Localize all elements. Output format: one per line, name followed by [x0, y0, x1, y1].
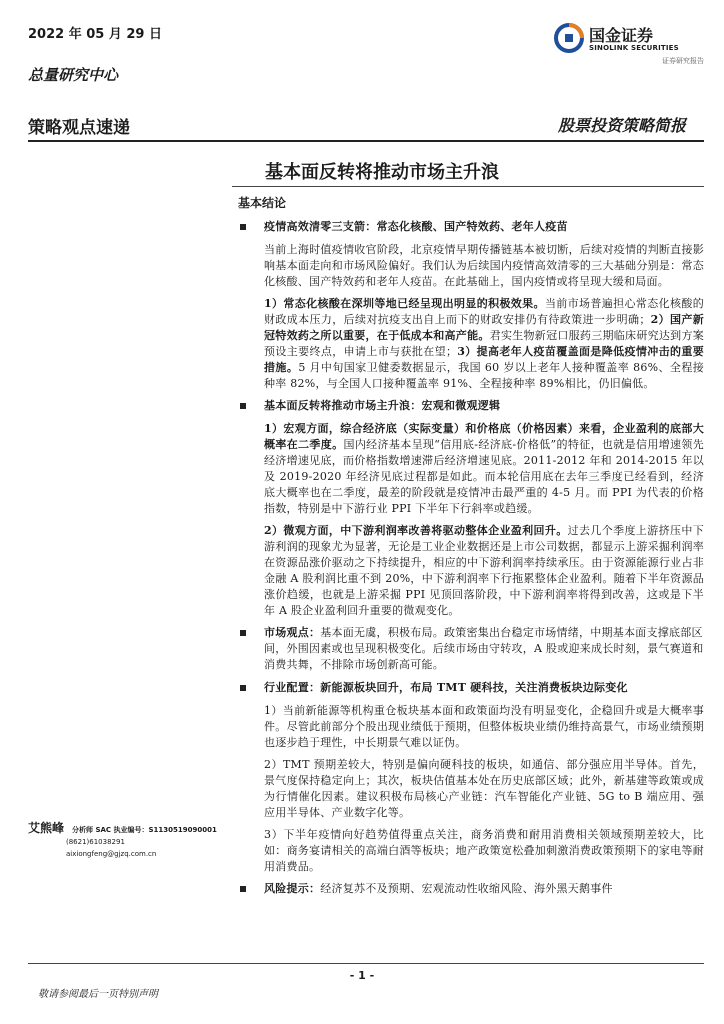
- bullet-heading: [238, 219, 704, 235]
- bullet-heading-text: 市场观点：: [264, 626, 321, 639]
- key-point: 1）宏观方面，综合经济底（实际变量）和价格底（价格因素）来看，企业盈利的底部大概率在二季度。: [264, 422, 704, 451]
- paragraph-text: 过去几个季度上游挤压中下游利润的现象尤为显著，无论是工业企业数据还是上市公司数据，都显示上游采掘利润率在资源品涨价驱动之下持续提升，相应的中下游利润率持续承压。由于资源能源行业占非金融 A 股利润比重不到 20%，中下游利润率下行拖累整体企业盈利。随着下半年资源品涨价趋缓，也就是上游采掘 PPI 见顶回落阶段，中下游利润率将得到改善，这或是下半年 A 股企业盈利回升重要的微观变化。: [264, 524, 705, 617]
- bullet-inline-text: 基本面无虞，积极布局。政策密集出台稳定市场情绪，中期基本面支撑底部区间，外围因素或也呈现积极变化。后续市场由守转攻，A 股或迎来成长时刻，景气赛道和消费共舞，不排除市场创新高可能。: [264, 626, 704, 671]
- paragraph: 3）下半年疫情向好趋势值得重点关注，商务消费和耐用消费相关领域预期差较大，比如：商务宴请相关的高端白酒等板块；地产政策宽松叠加刺激消费政策预期下的家电等耐用消费品。: [264, 828, 704, 873]
- disclaimer: 敬请参阅最后一页特别声明: [38, 989, 158, 1000]
- paragraph-text: 君实生物新冠口服药三期临床研究达到方案预设主要终点，申请上市与获批在望；: [264, 329, 704, 358]
- report-kind: 股票投资策略简报: [557, 116, 686, 135]
- analyst-phone: (8621)61038291: [66, 838, 125, 846]
- bullet-heading-text: 行业配置：新能源板块回升，布局 TMT 硬科技，关注消费板块边际变化: [264, 681, 628, 694]
- report-body: [238, 219, 704, 904]
- paragraph-text: 国内经济基本呈现“信用底-经济底-价格低”的特征，也就是信用增速领先经济增速见底，而价格指数增速滞后经济增速见底。2011-2012 年和 2014-2015 年以及 2019-2020 年经济见底过程都是如此。而本轮信用底在去年三季度已经看到，经济底大概率也在二季度，最差的阶段就是疫情冲击最严重的 4-5 月。而 PPI 为代表的价格指数，特别是中下游行业 PPI 下半年下行斜率或趋缓。: [264, 438, 704, 515]
- bullet-inline-text: 经济复苏不及预期、宏观流动性收缩风险、海外黑天鹅事件: [320, 882, 613, 895]
- basic-conclusion-heading: 基本结论: [238, 196, 287, 210]
- paragraph: [238, 296, 704, 392]
- bullet-square-icon: [240, 630, 246, 636]
- bullet-heading: [238, 881, 704, 897]
- page-title: 基本面反转将推动市场主升浪: [265, 162, 499, 183]
- paragraph: 1）当前新能源等机构重仓板块基本面和政策面均没有明显变化，企稳回升或是大概率事件。尽管此前部分个股出现业绩低于预期，但整体板块业绩仍维持高景气，市场业绩预期也逐步趋于理性，中长期景气难以证伪。: [264, 704, 704, 749]
- bullet-square-icon: [240, 403, 246, 409]
- analyst-name: 艾熊峰: [28, 821, 65, 835]
- paragraph: [238, 523, 704, 619]
- logo-chinese-name: 国金证券: [589, 26, 654, 45]
- key-point: 2）微观方面，中下游利润率改善将驱动整体企业盈利回升。: [264, 524, 568, 537]
- bullet-square-icon: [240, 224, 246, 230]
- analyst-info: [28, 822, 228, 860]
- bullet-heading-text: 疫情高效清零三支箭：常态化核酸、国产特效药、老年人疫苗: [264, 220, 568, 233]
- analyst-email[interactable]: aixiongfeng@gjzq.com.cn: [66, 850, 157, 858]
- analyst-cert: 分析师 SAC 执业编号：S1130519090001: [72, 826, 217, 834]
- footer-divider: [28, 963, 704, 964]
- report-type-label: 证券研究报告: [662, 57, 704, 65]
- bullet-heading-text: 基本面反转将推动市场主升浪：宏观和微观逻辑: [264, 399, 501, 412]
- key-point: 3）提高老年人疫苗覆盖面是降低疫情冲击的重要措施。: [264, 345, 705, 374]
- bullet-heading: [238, 680, 704, 696]
- bullet-square-icon: [240, 886, 246, 892]
- paragraph: 2）TMT 预期差较大，特别是偏向硬科技的板块，如通信、部分强应用半导体。首先，景气度保持稳定向上；其次，板块估值基本处在历史底部区域；此外，新基建等政策或成为行情催化因素。建议积极布局核心产业链：汽车智能化产业链、5G to B 端应用、强应用半导体、产业数字化等。: [264, 758, 704, 819]
- bullet-heading: [238, 398, 704, 414]
- key-point: 1）常态化核酸在深圳等地已经呈现出明显的积极效果。: [264, 297, 545, 310]
- page-number: - 1 -: [349, 969, 375, 982]
- paragraph: 当前上海时值疫情收官阶段，北京疫情早期传播链基本被切断，后续对疫情的判断直接影响基本面走向和市场风险偏好。我们认为后续国内疫情高效清零的三大基础分别是：常态化核酸、国产特效药和老年人疫苗。在此基础上，国内疫情或将呈现大缓和局面。: [264, 243, 704, 288]
- key-point: 2）国产新冠特效药之所以重要，在于低成本和高产能。: [264, 313, 705, 342]
- paragraph-text: 5 月中旬国家卫健委数据显示，我国 60 岁以上老年人接种覆盖率 86%、全程接种率 82%，与全国人口接种覆盖率 91%、全程接种率 89%相比，仍旧偏低。: [264, 361, 705, 390]
- department: 总量研究中心: [28, 66, 119, 84]
- title-divider: [232, 186, 704, 187]
- header-divider: [28, 140, 704, 142]
- bullet-heading: [238, 625, 704, 673]
- section-title: 策略观点速递: [28, 118, 130, 138]
- paragraph-text: 当前市场普遍担心常态化核酸的财政成本压力，后续对抗疫支出自上而下的财政安排仍有待政策进一步明确；: [264, 297, 705, 326]
- bullet-heading-text: 风险提示：: [264, 882, 321, 895]
- report-date: 2022 年 05 月 29 日: [28, 27, 162, 42]
- logo-english-name: SINOLINK SECURITIES: [589, 44, 679, 52]
- bullet-square-icon: [240, 685, 246, 691]
- sinolink-logo-icon: [554, 23, 584, 53]
- paragraph: [238, 421, 704, 517]
